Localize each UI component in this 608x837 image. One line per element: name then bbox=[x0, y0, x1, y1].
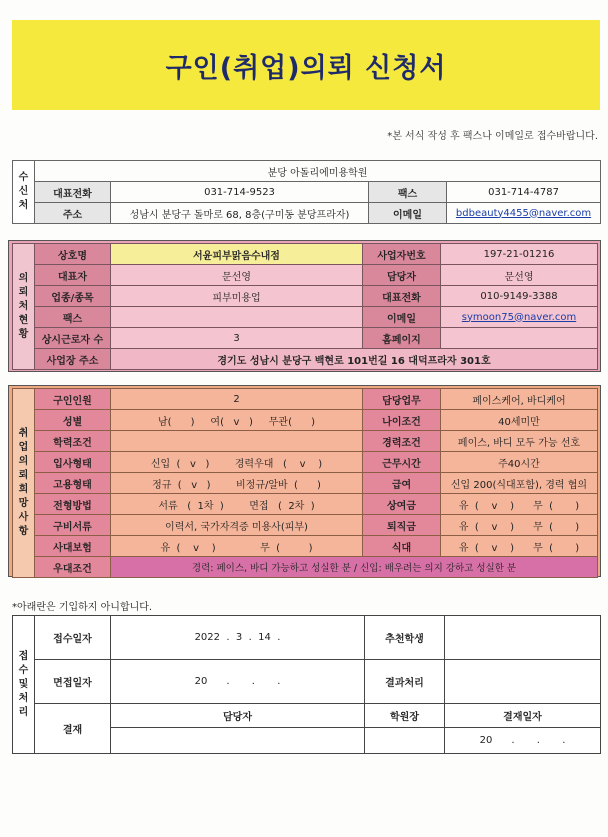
request-duty-label: 담당업무 bbox=[363, 389, 441, 410]
office-recv-date: 2022 . 3 . 14 . bbox=[111, 616, 365, 660]
client-addr-label: 사업장 주소 bbox=[35, 349, 111, 370]
request-headcount-label: 구인인원 bbox=[35, 389, 111, 410]
request-pref: 경력: 페이스, 바디 가능하고 성실한 분 / 신입: 배우려는 의지 강하고 성실한 분 bbox=[111, 557, 598, 578]
request-hours: 주40시간 bbox=[441, 452, 598, 473]
client-fax-label: 팩스 bbox=[35, 307, 111, 328]
client-phone-label: 대표전화 bbox=[363, 286, 441, 307]
request-pay: 신입 200(식대포함), 경력 협의 bbox=[441, 473, 598, 494]
client-bizno-label: 사업자번호 bbox=[363, 244, 441, 265]
client-rep: 문선영 bbox=[111, 265, 363, 286]
request-headcount: 2 bbox=[111, 389, 363, 410]
office-staff-label: 담당자 bbox=[111, 704, 365, 728]
request-career-label: 경력조건 bbox=[363, 431, 441, 452]
recipient-section-label: 수신처 bbox=[13, 161, 35, 224]
request-bonus: 유 ( v ) 무 ( ) bbox=[441, 494, 598, 515]
recipient-table bbox=[12, 160, 601, 224]
office-interview-label: 면접일자 bbox=[35, 660, 111, 704]
office-staff-sign bbox=[111, 728, 365, 754]
request-severance-label: 퇴직금 bbox=[363, 515, 441, 536]
request-insurance-label: 사대보험 bbox=[35, 536, 111, 557]
request-section-label: 취업의뢰희망사항 bbox=[13, 389, 35, 578]
client-addr: 경기도 성남시 분당구 백현로 101번길 16 대덕프라자 301호 bbox=[111, 349, 598, 370]
page-title: 구인(취업)의뢰 신청서 bbox=[165, 52, 447, 84]
office-approval-label: 결재 bbox=[35, 704, 111, 754]
request-entry: 신입 ( v ) 경력우대 ( v ) bbox=[111, 452, 363, 473]
request-docs: 이력서, 국가자격증 미용사(피부) bbox=[111, 515, 363, 536]
office-director-sign bbox=[365, 728, 445, 754]
office-director-label: 학원장 bbox=[365, 704, 445, 728]
request-career: 페이스, 바디 모두 가능 선호 bbox=[441, 431, 598, 452]
client-homepage-label: 홈페이지 bbox=[363, 328, 441, 349]
client-phone: 010-9149-3388 bbox=[441, 286, 598, 307]
client-bizno: 197-21-01216 bbox=[441, 244, 598, 265]
client-email-link[interactable]: symoon75@naver.com bbox=[461, 311, 577, 323]
client-type-label: 업종/종목 bbox=[35, 286, 111, 307]
office-result-value bbox=[445, 660, 601, 704]
request-gender-label: 성별 bbox=[35, 410, 111, 431]
client-name-label: 상호명 bbox=[35, 244, 111, 265]
recipient-org-name: 분당 아돌리에미용학원 bbox=[35, 161, 601, 182]
request-meal-label: 식대 bbox=[363, 536, 441, 557]
client-staff-label: 상시근로자 수 bbox=[35, 328, 111, 349]
recipient-email-link[interactable]: bdbeauty4455@naver.com bbox=[455, 207, 592, 219]
client-homepage bbox=[441, 328, 598, 349]
office-approval-date: 20 . . . bbox=[445, 728, 601, 754]
request-pay-label: 급여 bbox=[363, 473, 441, 494]
request-entry-label: 입사형태 bbox=[35, 452, 111, 473]
request-emp: 정규 ( v ) 비정규/알바 ( ) bbox=[111, 473, 363, 494]
request-insurance: 유 ( v ) 무 ( ) bbox=[111, 536, 363, 557]
recipient-email-label: 이메일 bbox=[369, 203, 447, 224]
recipient-phone-label: 대표전화 bbox=[35, 182, 111, 203]
client-type: 피부미용업 bbox=[111, 286, 363, 307]
client-table bbox=[12, 243, 598, 370]
submit-note: *본 서식 작성 후 팩스나 이메일로 접수바랍니다. bbox=[387, 131, 598, 142]
request-pref-label: 우대조건 bbox=[35, 557, 111, 578]
request-table bbox=[12, 388, 598, 578]
office-table bbox=[12, 615, 601, 754]
client-manager-label: 담당자 bbox=[363, 265, 441, 286]
request-emp-label: 고용형태 bbox=[35, 473, 111, 494]
recipient-fax-label: 팩스 bbox=[369, 182, 447, 203]
request-select: 서류 ( 1차 ) 면접 ( 2차 ) bbox=[111, 494, 363, 515]
request-edu-label: 학력조건 bbox=[35, 431, 111, 452]
request-docs-label: 구비서류 bbox=[35, 515, 111, 536]
recipient-email[interactable] bbox=[447, 203, 601, 224]
request-severance: 유 ( v ) 무 ( ) bbox=[441, 515, 598, 536]
request-meal: 유 ( v ) 무 ( ) bbox=[441, 536, 598, 557]
office-student-value bbox=[445, 616, 601, 660]
client-rep-label: 대표자 bbox=[35, 265, 111, 286]
recipient-phone: 031-714-9523 bbox=[111, 182, 369, 203]
request-edu bbox=[111, 431, 363, 452]
office-student-label: 추천학생 bbox=[365, 616, 445, 660]
office-recv-label: 접수일자 bbox=[35, 616, 111, 660]
office-interview-date: 20 . . . bbox=[111, 660, 365, 704]
office-approval-date-label: 결재일자 bbox=[445, 704, 601, 728]
client-email-label: 이메일 bbox=[363, 307, 441, 328]
client-staff: 3 bbox=[111, 328, 363, 349]
request-bonus-label: 상여금 bbox=[363, 494, 441, 515]
client-name: 서윤피부맑음수내점 bbox=[111, 244, 363, 265]
request-gender: 남( ) 여( v ) 무관( ) bbox=[111, 410, 363, 431]
client-manager: 문선영 bbox=[441, 265, 598, 286]
request-duty: 페이스케어, 바디케어 bbox=[441, 389, 598, 410]
client-email[interactable] bbox=[441, 307, 598, 328]
title-band bbox=[12, 20, 600, 110]
recipient-addr-label: 주소 bbox=[35, 203, 111, 224]
request-age-label: 나이조건 bbox=[363, 410, 441, 431]
office-section-label: 접수및처리 bbox=[13, 616, 35, 754]
recipient-fax: 031-714-4787 bbox=[447, 182, 601, 203]
client-section-label: 의뢰처현황 bbox=[13, 244, 35, 370]
request-select-label: 전형방법 bbox=[35, 494, 111, 515]
recipient-addr: 성남시 분당구 돌마로 68, 8층(구미동 분당프라자) bbox=[111, 203, 369, 224]
client-fax bbox=[111, 307, 363, 328]
request-age: 40세미만 bbox=[441, 410, 598, 431]
office-result-label: 결과처리 bbox=[365, 660, 445, 704]
request-hours-label: 근무시간 bbox=[363, 452, 441, 473]
office-use-note: *아래란은 기입하지 아니합니다. bbox=[12, 602, 153, 613]
